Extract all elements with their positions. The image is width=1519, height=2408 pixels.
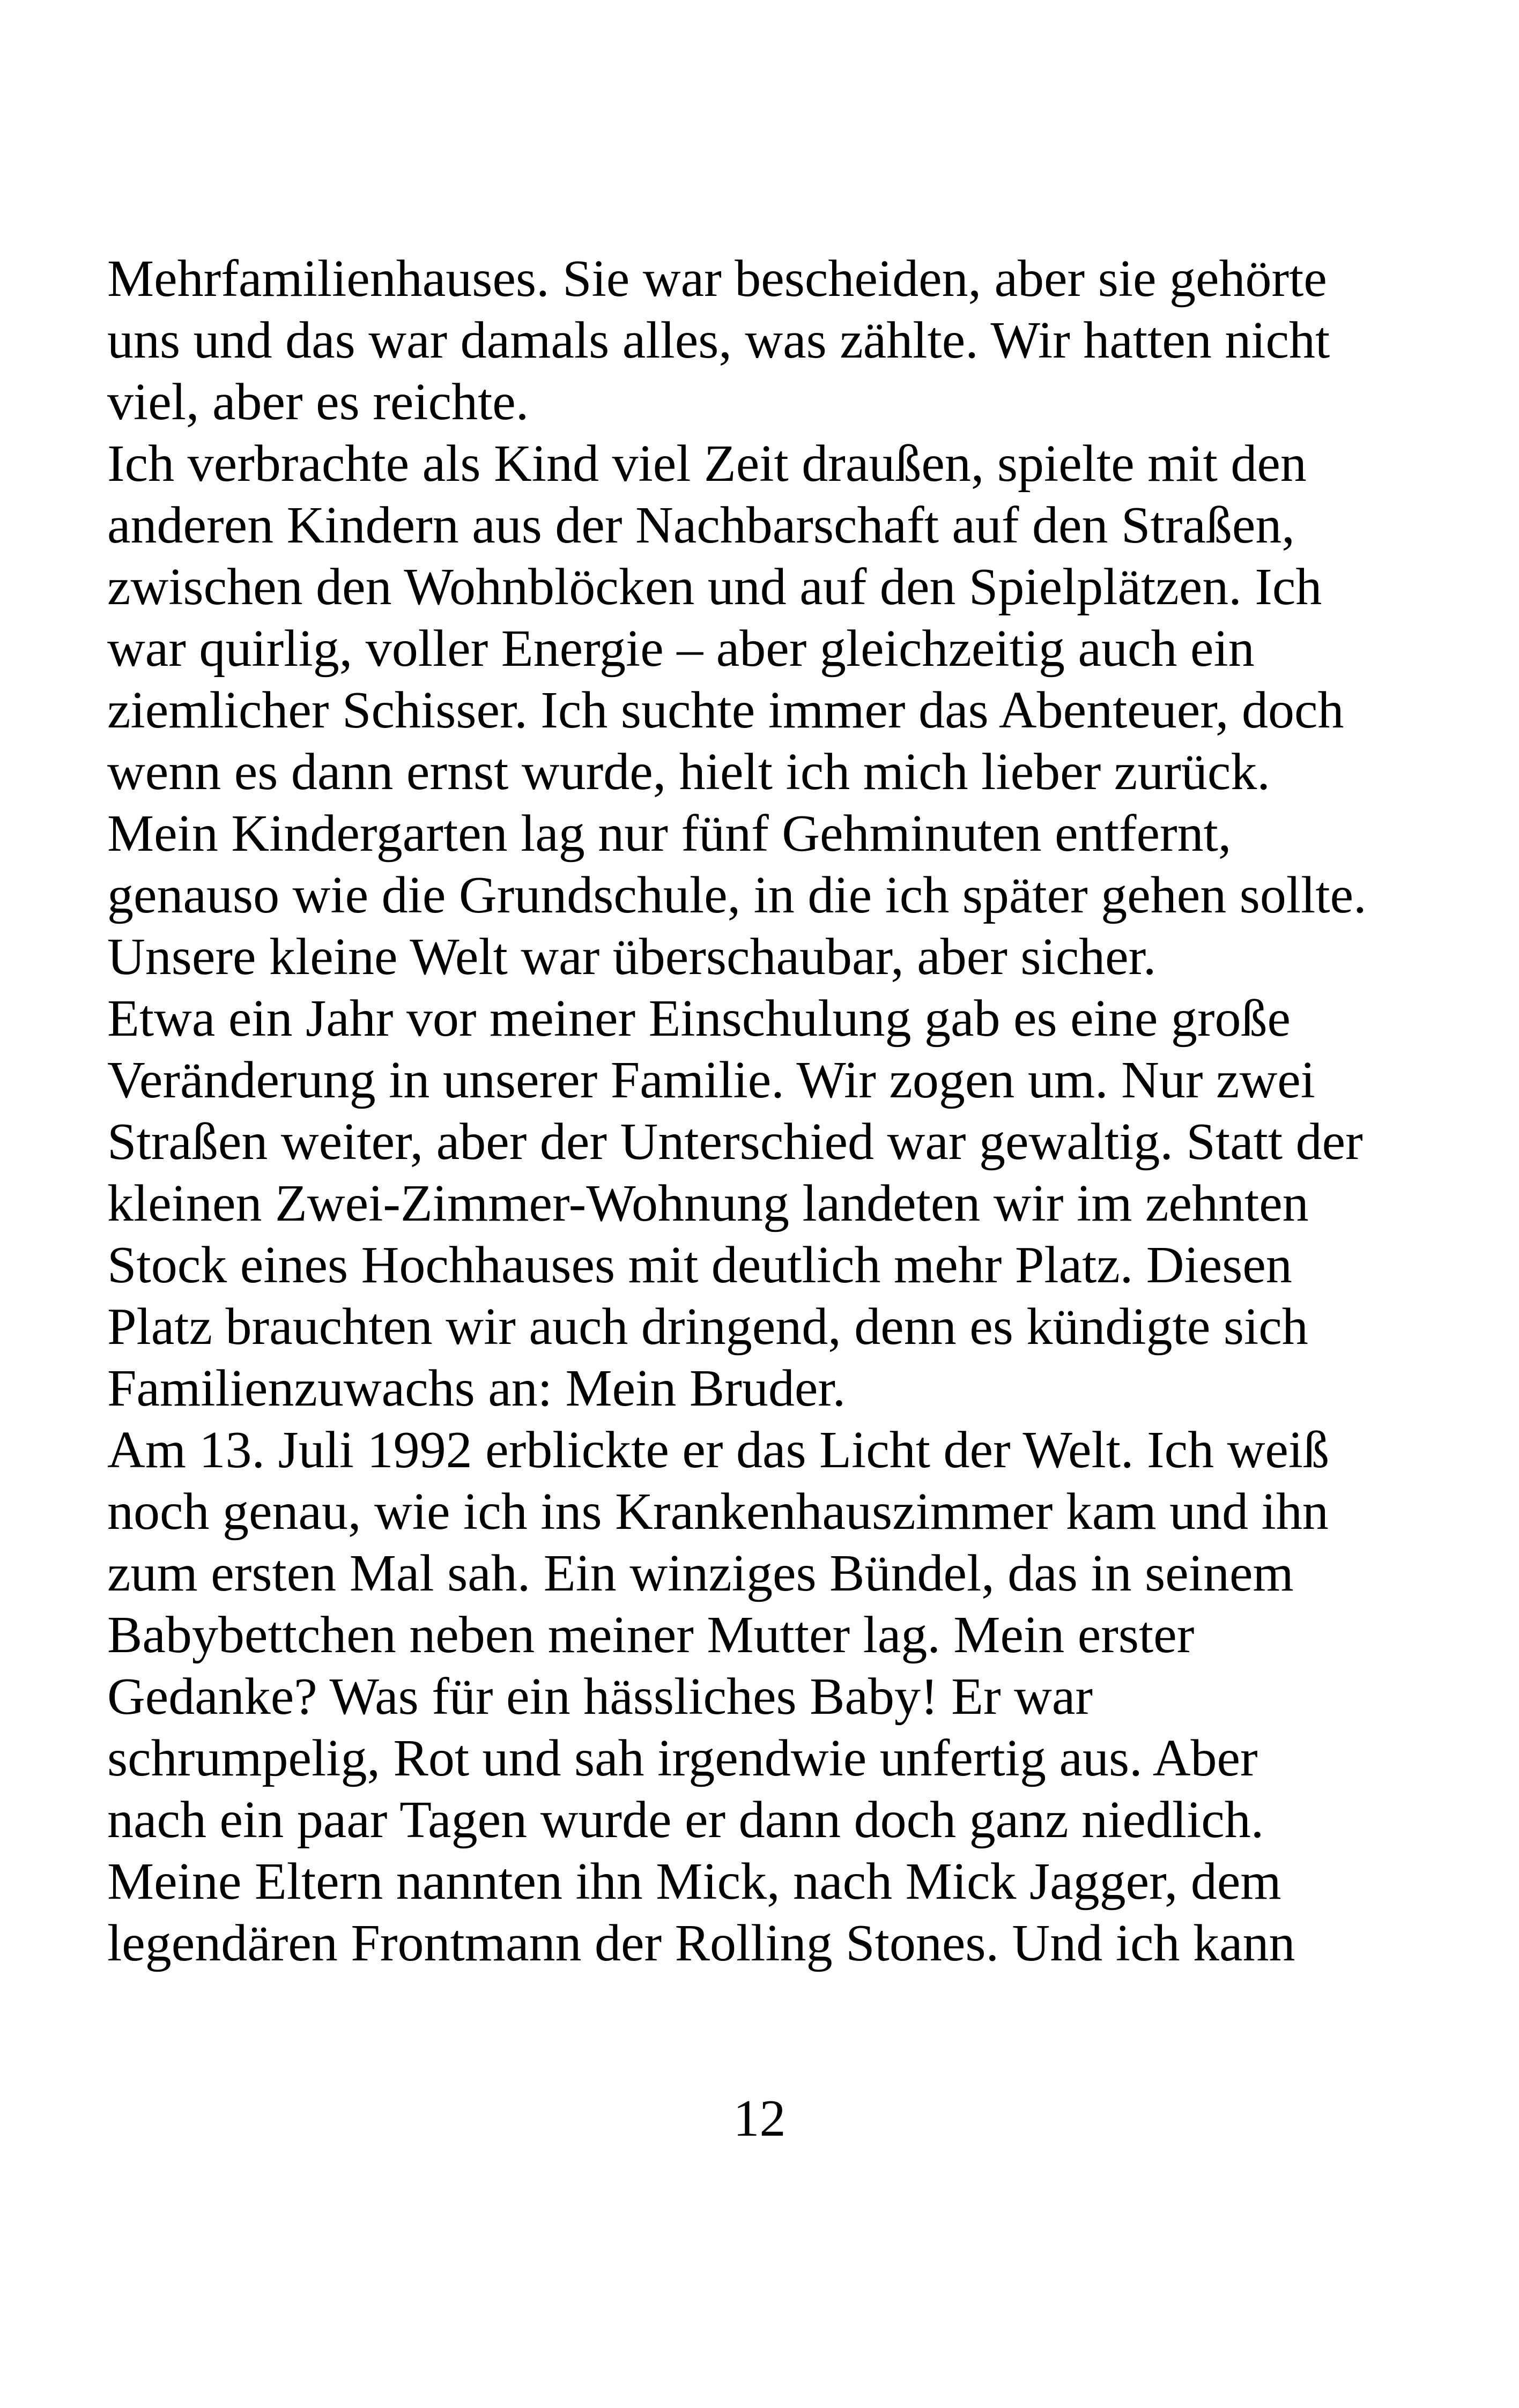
text-line: Unsere kleine Welt war überschaubar, aber sicher. [107,928,1157,986]
text-line: zum ersten Mal sah. Ein winziges Bündel, das in seinem [107,1544,1294,1602]
text-line: viel, aber es reichte. [107,373,529,431]
text-line: Ich verbrachte als Kind viel Zeit draußen, spielte mit den [107,435,1307,493]
text-line: Platz brauchten wir auch dringend, denn es kündigte sich [107,1298,1308,1356]
text-line: genauso wie die Grundschule, in die ich später gehen sollte. [107,866,1367,924]
text-line: schrumpelig, Rot und sah irgendwie unfertig aus. Aber [107,1729,1258,1787]
body-text [107,248,1426,1974]
text-line: anderen Kindern aus der Nachbarschaft auf den Straßen, [107,496,1295,554]
text-line: Veränderung in unserer Familie. Wir zogen um. Nur zwei [107,1051,1315,1109]
text-line: Etwa ein Jahr vor meiner Einschulung gab es eine große [107,990,1291,1047]
text-line: war quirlig, voller Energie – aber gleichzeitig auch ein [107,620,1255,678]
page-number: 12 [733,2090,786,2147]
text-line: zwischen den Wohnblöcken und auf den Spielplätzen. Ich [107,558,1322,616]
text-line: wenn es dann ernst wurde, hielt ich mich lieber zurück. [107,743,1270,801]
text-line: uns und das war damals alles, was zählte. Wir hatten nicht [107,311,1330,369]
text-line: Meine Eltern nannten ihn Mick, nach Mick Jagger, dem [107,1853,1281,1911]
text-line: Am 13. Juli 1992 erblickte er das Licht der Welt. Ich weiß [107,1421,1330,1479]
text-line: Straßen weiter, aber der Unterschied war gewaltig. Statt der [107,1113,1363,1171]
text-line: Mein Kindergarten lag nur fünf Gehminuten entfernt, [107,805,1232,863]
text-line: Gedanke? Was für ein hässliches Baby! Er war [107,1668,1093,1726]
text-line: Familienzuwachs an: Mein Bruder. [107,1359,846,1417]
text-line: noch genau, wie ich ins Krankenhauszimmer kam und ihn [107,1483,1329,1541]
text-line: nach ein paar Tagen wurde er dann doch ganz niedlich. [107,1791,1264,1849]
text-line: Stock eines Hochhauses mit deutlich mehr Platz. Diesen [107,1236,1292,1294]
text-line: legendären Frontmann der Rolling Stones. Und ich kann [107,1914,1295,1972]
text-line: ziemlicher Schisser. Ich suchte immer das Abenteuer, doch [107,681,1344,739]
text-line: kleinen Zwei-Zimmer-Wohnung landeten wir im zehnten [107,1175,1309,1232]
text-line: Mehrfamilienhauses. Sie war bescheiden, aber sie gehörte [107,250,1327,308]
text-line: Babybettchen neben meiner Mutter lag. Mein erster [107,1606,1195,1664]
